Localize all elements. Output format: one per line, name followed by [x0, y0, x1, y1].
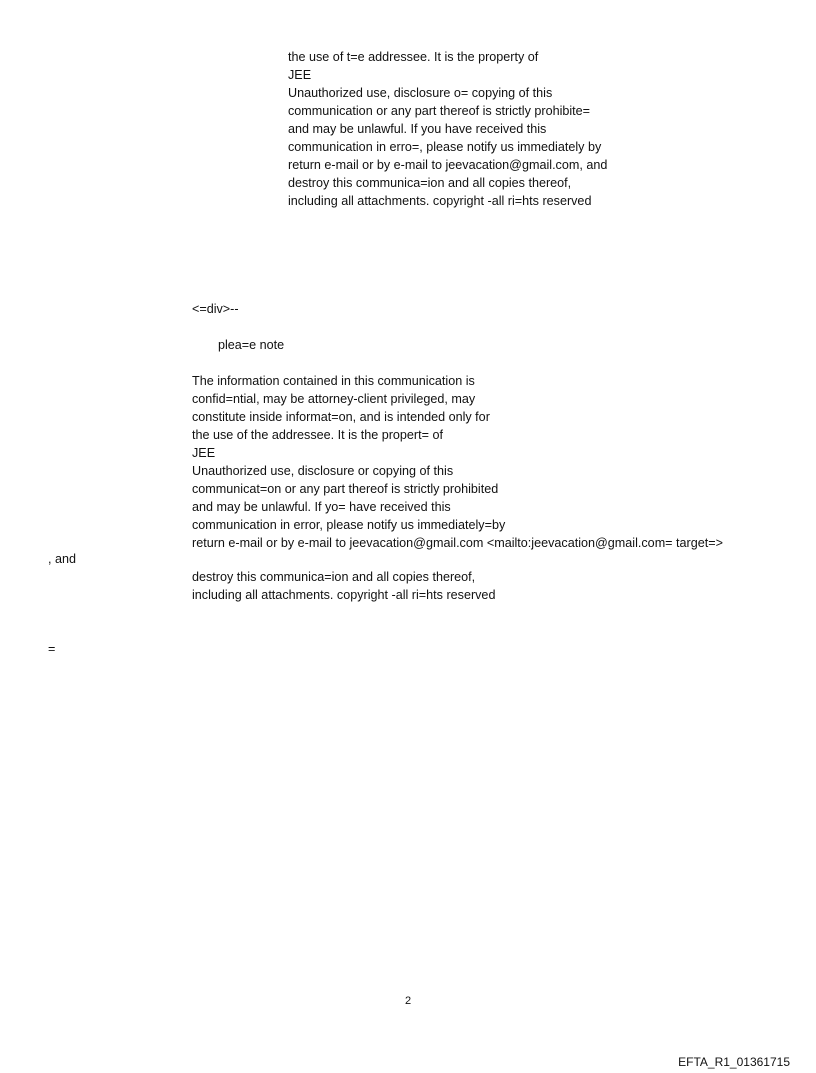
confidentiality-notice-top [288, 48, 607, 210]
and-fragment [48, 550, 76, 568]
notice-line: communication or any part thereof is strictly prohibite= [288, 104, 591, 118]
notice-line: The information contained in this communication is [192, 374, 475, 388]
notice-line: confid=ntial, may be attorney-client privileged, may [192, 392, 476, 406]
notice-line: communication in error, please notify us immediately=by [192, 518, 506, 532]
notice-line: Unauthorized use, disclosure o= copying of this [288, 86, 553, 100]
notice-line: destroy this communica=ion and all copies thereof, [288, 176, 572, 190]
equals-fragment-text: = [48, 642, 56, 656]
notice-line: Unauthorized use, disclosure or copying of this [192, 464, 454, 478]
and-fragment-text: , and [48, 552, 77, 566]
notice-line: the use of t=e addressee. It is the property of [288, 50, 539, 64]
notice-line: the use of the addressee. It is the propert= of [192, 428, 443, 442]
notice-line: JEE [288, 68, 312, 82]
div-marker [192, 300, 239, 318]
note-heading [218, 336, 284, 354]
notice-line: including all attachments. copyright -all ri=hts reserved [288, 194, 592, 208]
notice-line: JEE [192, 446, 216, 460]
notice-line: communicat=on or any part thereof is strictly prohibited [192, 482, 499, 496]
note-heading-text: plea=e note [218, 338, 285, 352]
notice-line: constitute inside informat=on, and is intended only for [192, 410, 490, 424]
page-number: 2 [404, 995, 412, 1007]
notice-line: including all attachments. copyright -all ri=hts reserved [192, 588, 496, 602]
confidentiality-notice-main [192, 372, 723, 552]
document-id: EFTA_R1_01361715 [678, 1055, 790, 1069]
notice-line: return e-mail or by e-mail to jeevacation@gmail.com <mailto:jeevacation@gmail.com= target=> [192, 536, 723, 550]
div-marker-text: <=div>-- [192, 302, 239, 316]
notice-line: communication in erro=, please notify us immediately by [288, 140, 602, 154]
notice-line: destroy this communica=ion and all copies thereof, [192, 570, 476, 584]
notice-line: and may be unlawful. If you have received this [288, 122, 547, 136]
notice-line: return e-mail or by e-mail to jeevacation@gmail.com, and [288, 158, 608, 172]
equals-fragment [48, 640, 55, 658]
notice-line: and may be unlawful. If yo= have received this [192, 500, 451, 514]
confidentiality-notice-tail [192, 568, 495, 604]
